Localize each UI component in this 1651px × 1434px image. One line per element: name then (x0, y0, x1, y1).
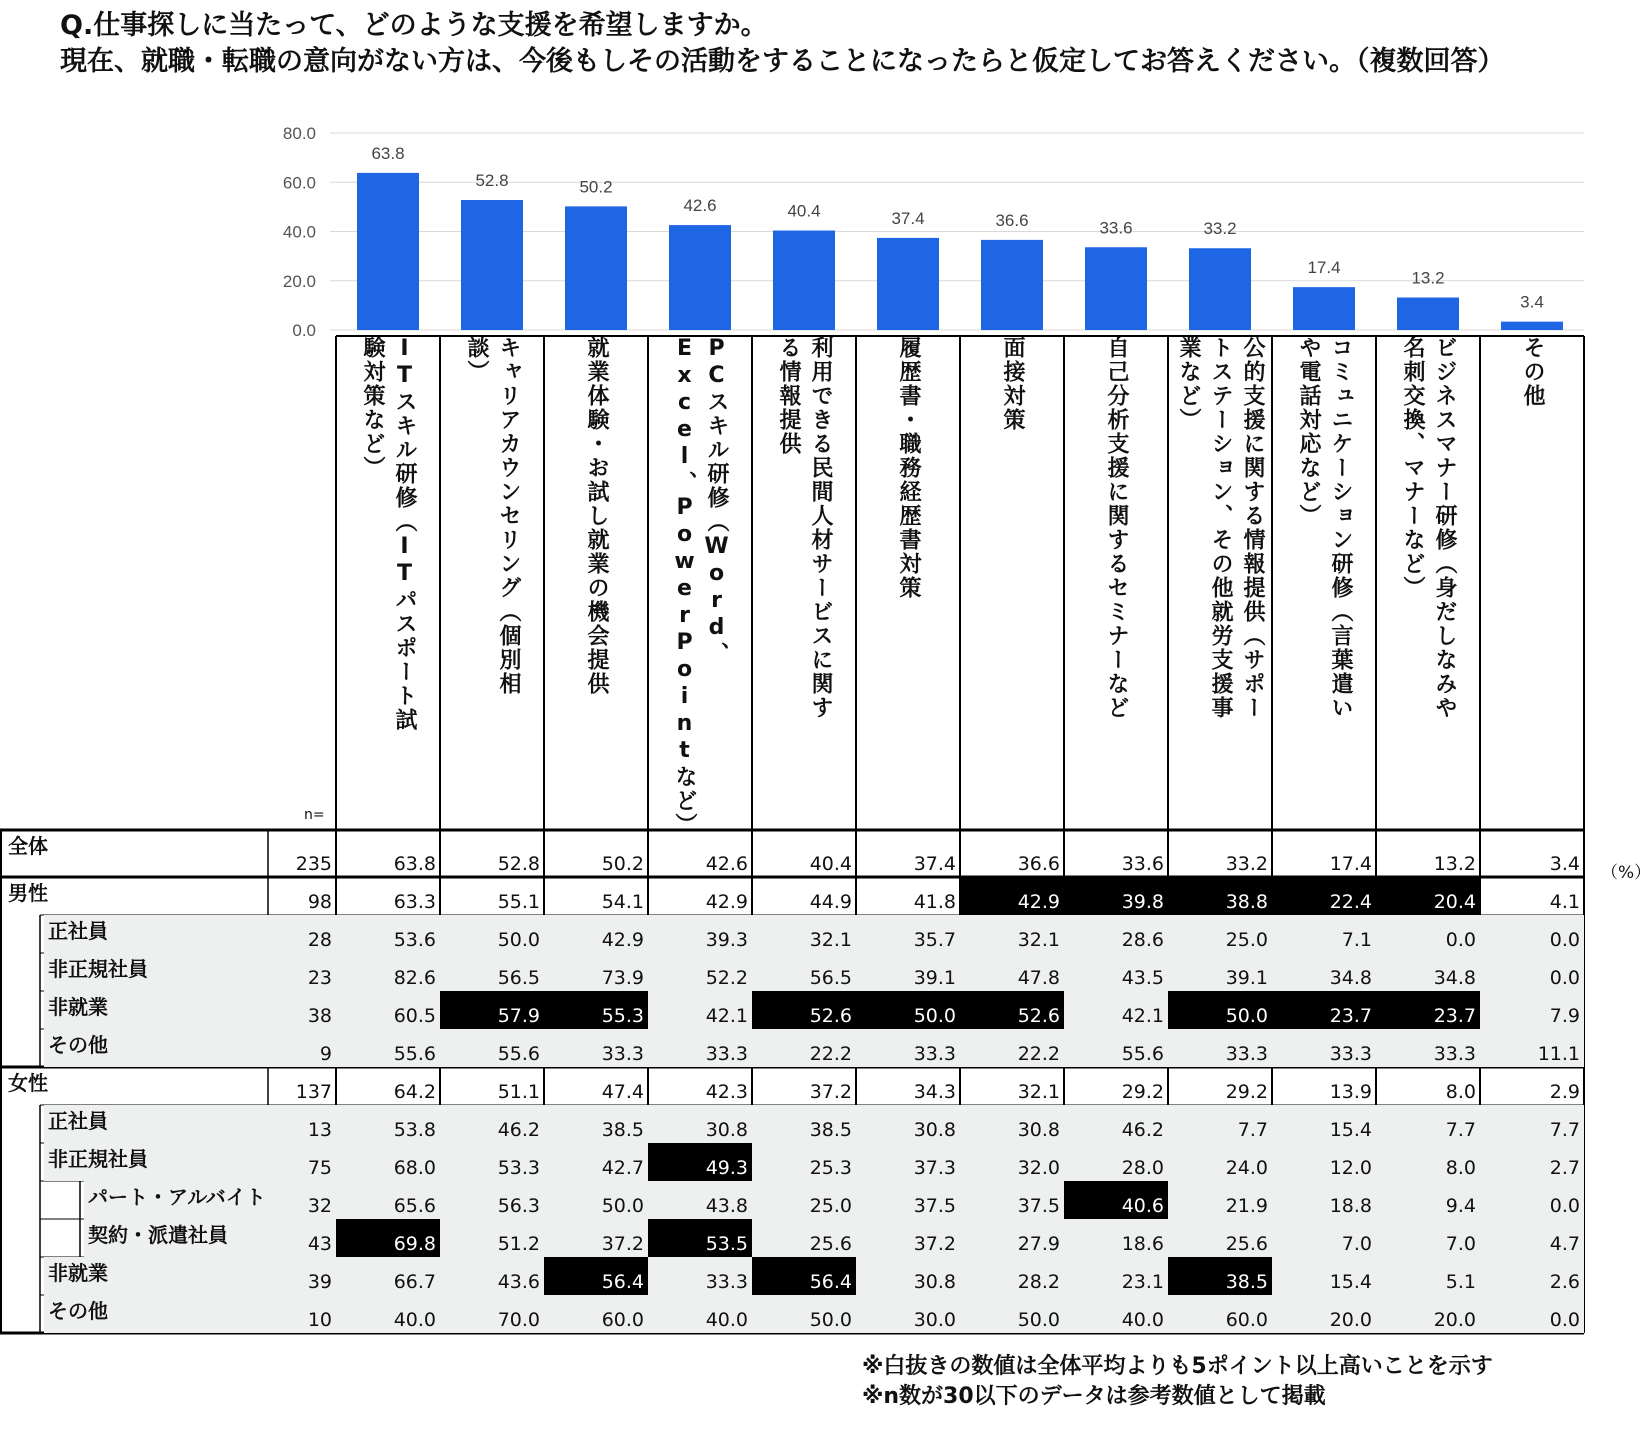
bar-value-label: 36.6 (995, 210, 1029, 230)
bar (461, 200, 523, 330)
bar-value-label: 50.2 (579, 177, 613, 197)
table-cell: 7.0 (1272, 1219, 1376, 1257)
table-cell: 15.4 (1272, 1257, 1376, 1295)
table-cell: 22.4 (1272, 877, 1376, 915)
row-n-value: 38 (268, 991, 336, 1029)
unit-label: （%） (1601, 863, 1651, 883)
table-cell: 32.1 (960, 915, 1064, 953)
footnote-1: ※白抜きの数値は全体平均よりも5ポイント以上高いことを示す (862, 1354, 1493, 1379)
table-cell: 55.6 (440, 1029, 544, 1067)
table-cell: 33.3 (1272, 1029, 1376, 1067)
table-cell: 49.3 (648, 1143, 752, 1181)
table-cell: 7.7 (1376, 1105, 1480, 1143)
category-label-line: 験対策など） (360, 336, 385, 480)
table-cell: 23.1 (1064, 1257, 1168, 1295)
table-cell: 56.5 (440, 953, 544, 991)
table-cell: 52.2 (648, 953, 752, 991)
table-cell: 60.0 (1168, 1295, 1272, 1333)
row-n-value: 75 (268, 1143, 336, 1181)
table-cell: 7.9 (1480, 991, 1584, 1029)
table-cell: 55.3 (544, 991, 648, 1029)
table-cell: 20.4 (1376, 877, 1480, 915)
table-cell: 28.2 (960, 1257, 1064, 1295)
table-cell: 38.8 (1168, 877, 1272, 915)
table-cell: 37.5 (856, 1181, 960, 1219)
bar-value-label: 37.4 (891, 208, 925, 228)
table-cell: 50.0 (960, 1295, 1064, 1333)
table-cell: 18.6 (1064, 1219, 1168, 1257)
category-label-line: キャリアカウンセリング（個別相 (496, 336, 521, 696)
bar (773, 231, 835, 330)
question-line-2: 現在、就職・転職の意向がない方は、今後もしその活動をすることになったらと仮定してお答えください。（複数回答） (60, 46, 1505, 77)
table-cell: 42.9 (705, 891, 748, 913)
table-cell: 63.8 (393, 853, 436, 875)
table-cell: 27.9 (960, 1219, 1064, 1257)
category-label-line: 面接対策 (1000, 336, 1025, 432)
table-cell: 53.8 (336, 1105, 440, 1143)
category-label (963, 336, 1061, 830)
table-cell: 28.6 (1064, 915, 1168, 953)
table-cell: 37.4 (913, 853, 956, 875)
table-cell: 23.7 (1272, 991, 1376, 1029)
category-label (651, 336, 749, 837)
table-cell: 37.2 (544, 1219, 648, 1257)
row-n-value: 28 (268, 915, 336, 953)
table-cell: 37.5 (960, 1181, 1064, 1219)
table-cell: 30.8 (856, 1257, 960, 1295)
row-n-value: 98 (307, 891, 332, 913)
category-label-line: 利用できる民間人材サービスに関す (808, 336, 833, 720)
table-cell: 20.0 (1376, 1295, 1480, 1333)
table-cell: 42.1 (1064, 991, 1168, 1029)
table-cell: 46.2 (1064, 1105, 1168, 1143)
bar-value-label: 3.4 (1520, 292, 1544, 312)
category-label-line: Excel、PowerPointなど） (672, 336, 697, 837)
table-cell: 56.5 (752, 953, 856, 991)
bar (1501, 322, 1563, 330)
table-cell: 40.6 (1064, 1181, 1168, 1219)
table-cell: 42.7 (544, 1143, 648, 1181)
table-cell: 43.6 (440, 1257, 544, 1295)
category-label-line: トステーション、その他就労支援事 (1208, 336, 1233, 720)
row-label: 正社員 (44, 1105, 268, 1143)
category-label-line: その他 (1520, 336, 1545, 408)
bar-value-label: 42.6 (683, 196, 717, 216)
table-cell: 33.6 (1121, 853, 1164, 875)
category-label (443, 336, 541, 830)
table-cell: 30.8 (648, 1105, 752, 1143)
row-label: 非正規社員 (44, 953, 268, 991)
table-cell: 40.0 (648, 1295, 752, 1333)
row-label: 男性 (8, 881, 48, 905)
bar-value-label: 33.2 (1203, 219, 1237, 239)
table-cell: 30.0 (856, 1295, 960, 1333)
table-cell: 8.0 (1376, 1143, 1480, 1181)
table-cell: 50.0 (440, 915, 544, 953)
row-label: その他 (44, 1295, 268, 1333)
category-label-line: 業など） (1176, 336, 1201, 432)
row-label: パート・アルバイト (84, 1181, 268, 1219)
table-cell: 34.3 (913, 1081, 956, 1103)
table-cell: 60.0 (544, 1295, 648, 1333)
table-cell: 5.1 (1376, 1257, 1480, 1295)
table-cell: 51.2 (440, 1219, 544, 1257)
table-cell: 52.8 (497, 853, 540, 875)
table-cell: 52.6 (752, 991, 856, 1029)
bar (357, 173, 419, 330)
table-cell: 11.1 (1480, 1029, 1584, 1067)
row-n-value: 39 (268, 1257, 336, 1295)
table-cell: 25.3 (752, 1143, 856, 1181)
category-label-line: ITスキル研修（ITパスポート試 (392, 336, 417, 732)
bar (565, 206, 627, 330)
table-cell: 15.4 (1272, 1105, 1376, 1143)
table-cell: 35.7 (856, 915, 960, 953)
table-cell: 42.3 (705, 1081, 748, 1103)
category-label-line: 公的支援に関する情報提供（サポー (1240, 336, 1265, 720)
footnotes (862, 1352, 1493, 1412)
table-cell: 18.8 (1272, 1181, 1376, 1219)
bar (877, 238, 939, 330)
table-cell: 43.8 (648, 1181, 752, 1219)
table-cell: 32.0 (960, 1143, 1064, 1181)
y-tick-label: 0.0 (292, 321, 316, 340)
table-cell: 38.5 (544, 1105, 648, 1143)
table-cell: 29.2 (1121, 1081, 1164, 1103)
table-cell: 13.9 (1329, 1081, 1372, 1103)
table-cell: 43.5 (1064, 953, 1168, 991)
table-cell: 13.2 (1433, 853, 1476, 875)
category-label (1379, 336, 1477, 830)
bar (1397, 297, 1459, 330)
table-cell: 34.8 (1376, 953, 1480, 991)
row-n-value: 43 (268, 1219, 336, 1257)
table-cell: 25.6 (1168, 1219, 1272, 1257)
row-label: 全体 (8, 834, 48, 858)
table-cell: 50.0 (856, 991, 960, 1029)
row-label: 非就業 (44, 991, 268, 1029)
table-cell: 4.1 (1549, 891, 1580, 913)
table-cell: 42.1 (648, 991, 752, 1029)
table-cell: 7.7 (1480, 1105, 1584, 1143)
table-cell: 54.1 (601, 891, 644, 913)
table-cell: 73.9 (544, 953, 648, 991)
table-cell: 33.3 (544, 1029, 648, 1067)
table-cell: 33.2 (1225, 853, 1268, 875)
table-cell: 63.3 (393, 891, 436, 913)
table-cell: 2.6 (1480, 1257, 1584, 1295)
bar-value-label: 33.6 (1099, 218, 1133, 238)
category-label (1483, 336, 1581, 830)
category-label (547, 336, 645, 830)
table-cell: 24.0 (1168, 1143, 1272, 1181)
table-cell: 66.7 (336, 1257, 440, 1295)
table-cell: 33.3 (648, 1257, 752, 1295)
category-label (339, 336, 437, 830)
table-cell: 44.9 (809, 891, 852, 913)
table-cell: 32.1 (1017, 1081, 1060, 1103)
table-cell: 39.8 (1064, 877, 1168, 915)
bar-value-label: 13.2 (1411, 268, 1445, 288)
bar (981, 240, 1043, 330)
table-cell: 33.3 (1376, 1029, 1480, 1067)
table-cell: 64.2 (393, 1081, 436, 1103)
category-label-line: ビジネスマナー研修（身だしなみや (1432, 336, 1457, 720)
category-label (859, 336, 957, 830)
table-cell: 40.0 (336, 1295, 440, 1333)
table-cell: 42.9 (960, 877, 1064, 915)
row-label: 契約・派遣社員 (84, 1219, 268, 1257)
table-cell: 0.0 (1480, 1181, 1584, 1219)
table-cell: 69.8 (336, 1219, 440, 1257)
table-cell: 39.3 (648, 915, 752, 953)
table-cell: 53.3 (440, 1143, 544, 1181)
table-cell: 41.8 (913, 891, 956, 913)
table-cell: 36.6 (1017, 853, 1060, 875)
row-n-value: 32 (268, 1181, 336, 1219)
n-header: n= (304, 807, 325, 823)
table-cell: 30.8 (856, 1105, 960, 1143)
category-label-line: 自己分析支援に関するセミナーなど (1104, 336, 1129, 720)
category-label-line: や電話対応など） (1296, 336, 1321, 528)
table-cell: 60.5 (336, 991, 440, 1029)
table-cell: 56.3 (440, 1181, 544, 1219)
table-cell: 22.2 (960, 1029, 1064, 1067)
y-tick-label: 40.0 (282, 222, 316, 242)
table-cell: 8.0 (1445, 1081, 1476, 1103)
table-cell: 33.3 (1168, 1029, 1272, 1067)
table-cell: 17.4 (1329, 853, 1372, 875)
table-cell: 47.8 (960, 953, 1064, 991)
table-cell: 53.6 (336, 915, 440, 953)
bar (669, 225, 731, 330)
table-cell: 0.0 (1376, 915, 1480, 953)
table-cell: 38.5 (752, 1105, 856, 1143)
category-label-line: 就業体験・お試し就業の機会提供 (584, 336, 609, 696)
table-cell: 50.0 (544, 1181, 648, 1219)
table-cell: 39.1 (1168, 953, 1272, 991)
category-label-line: る情報提供 (776, 336, 801, 456)
table-cell: 29.2 (1225, 1081, 1268, 1103)
table-cell: 32.1 (752, 915, 856, 953)
table-cell: 25.0 (1168, 915, 1272, 953)
row-label: 女性 (8, 1071, 48, 1095)
table-cell: 34.8 (1272, 953, 1376, 991)
category-label (1067, 336, 1165, 830)
table-cell: 57.9 (440, 991, 544, 1029)
question-line-1: Q.仕事探しに当たって、どのような支援を希望しますか。 (60, 10, 768, 41)
table-cell: 56.4 (544, 1257, 648, 1295)
table-cell: 23.7 (1376, 991, 1480, 1029)
table-cell: 70.0 (440, 1295, 544, 1333)
table-cell: 51.1 (497, 1081, 540, 1103)
table-cell: 40.4 (809, 853, 852, 875)
table-cell: 28.0 (1064, 1143, 1168, 1181)
category-label-line: 名刺交換、マナーなど） (1400, 336, 1425, 600)
row-n-value: 10 (268, 1295, 336, 1333)
table-cell: 50.2 (601, 853, 644, 875)
table-cell: 0.0 (1480, 953, 1584, 991)
table-cell: 21.9 (1168, 1181, 1272, 1219)
table-cell: 46.2 (440, 1105, 544, 1143)
table-cell: 25.0 (752, 1181, 856, 1219)
bar-value-label: 52.8 (475, 170, 509, 190)
table-cell: 52.6 (960, 991, 1064, 1029)
table-cell: 39.1 (856, 953, 960, 991)
table-cell: 56.4 (752, 1257, 856, 1295)
table-cell: 50.0 (1168, 991, 1272, 1029)
table-cell: 2.7 (1480, 1143, 1584, 1181)
category-label-line: 履歴書・職務経歴書対策 (896, 336, 921, 600)
table-cell: 33.3 (856, 1029, 960, 1067)
category-label (1275, 336, 1373, 830)
table-cell: 30.8 (960, 1105, 1064, 1143)
row-label: 非正規社員 (44, 1143, 268, 1181)
bar (1085, 247, 1147, 330)
table-cell: 0.0 (1480, 915, 1584, 953)
table-cell: 55.6 (336, 1029, 440, 1067)
table-cell: 25.6 (752, 1219, 856, 1257)
table-cell: 55.6 (1064, 1029, 1168, 1067)
table-cell: 38.5 (1168, 1257, 1272, 1295)
table-cell: 42.9 (544, 915, 648, 953)
table-cell: 37.2 (856, 1219, 960, 1257)
table-cell: 65.6 (336, 1181, 440, 1219)
y-tick-label: 80.0 (282, 124, 316, 143)
table-cell: 0.0 (1480, 1295, 1584, 1333)
table-cell: 53.5 (648, 1219, 752, 1257)
table-cell: 33.3 (648, 1029, 752, 1067)
table-cell: 3.4 (1549, 853, 1580, 875)
table-cell: 40.0 (1064, 1295, 1168, 1333)
footnote-2: ※n数が30以下のデータは参考数値として掲載 (862, 1384, 1326, 1409)
bar-value-label: 63.8 (371, 143, 405, 163)
table-cell: 42.6 (705, 853, 748, 875)
y-tick-label: 20.0 (282, 271, 316, 291)
bar (1293, 287, 1355, 330)
table-cell: 2.9 (1549, 1081, 1580, 1103)
bar-value-label: 40.4 (787, 201, 821, 221)
row-n-value: 235 (295, 853, 332, 875)
category-label-line: コミュニケーション研修（言葉遣い (1328, 336, 1353, 720)
row-n-value: 13 (268, 1105, 336, 1143)
bar-chart (0, 0, 1646, 340)
table-cell: 20.0 (1272, 1295, 1376, 1333)
table-cell: 12.0 (1272, 1143, 1376, 1181)
table-cell: 22.2 (752, 1029, 856, 1067)
table-cell: 7.7 (1168, 1105, 1272, 1143)
row-label: 正社員 (44, 915, 268, 953)
row-n-value: 9 (268, 1029, 336, 1067)
table-cell: 4.7 (1480, 1219, 1584, 1257)
row-n-value: 23 (268, 953, 336, 991)
row-n-value: 137 (295, 1081, 332, 1103)
category-label (755, 336, 853, 830)
row-label: その他 (44, 1029, 268, 1067)
category-label-line: PCスキル研修（Word、 (704, 336, 729, 666)
table-cell: 7.0 (1376, 1219, 1480, 1257)
table-cell: 47.4 (601, 1081, 644, 1103)
table-cell: 7.1 (1272, 915, 1376, 953)
category-label-line: 談） (464, 336, 489, 384)
table-cell: 9.4 (1376, 1181, 1480, 1219)
table-cell: 68.0 (336, 1143, 440, 1181)
table-cell: 37.3 (856, 1143, 960, 1181)
table-cell: 55.1 (497, 891, 540, 913)
table-cell: 37.2 (809, 1081, 852, 1103)
bar (1189, 248, 1251, 330)
bar-value-label: 17.4 (1307, 258, 1341, 278)
table-cell: 50.0 (752, 1295, 856, 1333)
y-tick-label: 60.0 (282, 173, 316, 193)
table-cell: 82.6 (336, 953, 440, 991)
category-label (1171, 336, 1269, 830)
row-label: 非就業 (44, 1257, 268, 1295)
